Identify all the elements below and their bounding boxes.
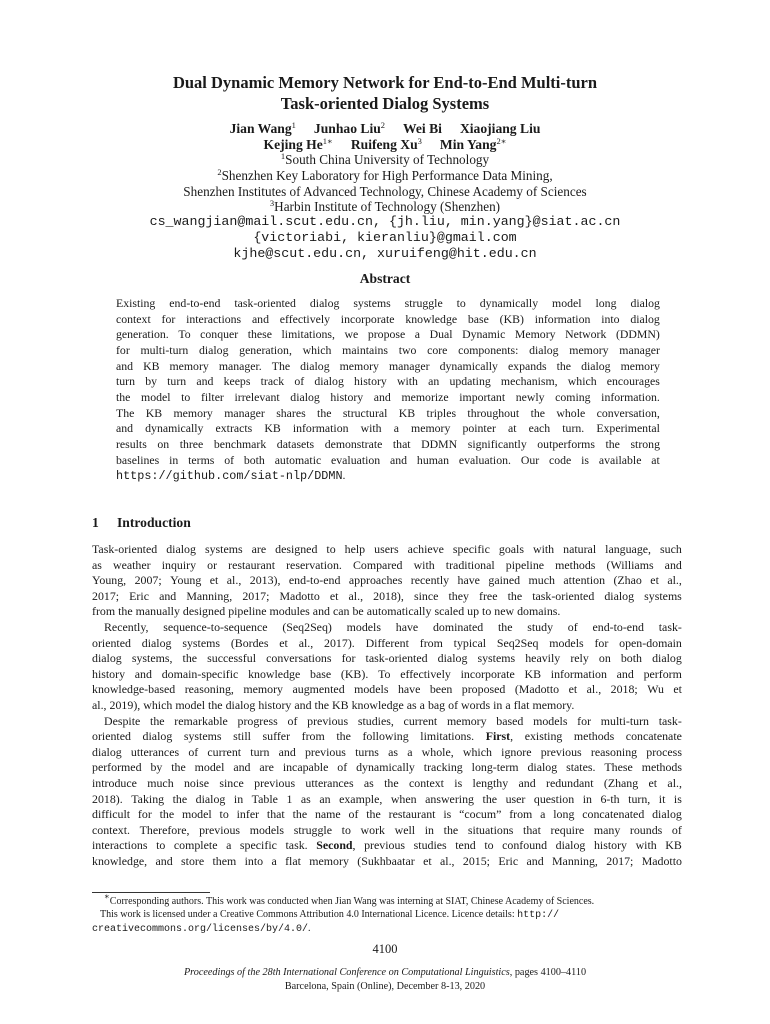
author-affiliation-mark: 1∗ — [322, 136, 333, 146]
proceedings-line-1: Proceedings of the 28th International Conference on Computational Linguistics, pages 4100–4110 — [183, 967, 587, 978]
intro-line: knowledge-based reasoning, memory augmented models have been proposed (Madotto et al., 2018; Wu et — [92, 682, 682, 697]
affiliation-mark: 2 — [217, 166, 222, 177]
licence-url-part-1[interactable]: http:// — [517, 910, 560, 921]
intro-line: as weather inquiry or restaurant reservation. Compared with traditional pipeline methods (Williams and — [92, 557, 682, 572]
introduction-body — [92, 542, 682, 869]
abstract-heading: Abstract — [359, 271, 411, 286]
abstract-body — [116, 296, 660, 485]
author-line-1 — [60, 121, 710, 137]
paper-title — [60, 72, 710, 114]
author-affiliation-mark: 3 — [417, 136, 422, 146]
footnote — [92, 891, 682, 936]
intro-line: difficult for the model to infer that the name of the restaurant is “cocum” from a long concatenated dialog — [92, 807, 682, 822]
abstract-line: baselines in terms of both automatic evaluation and human evaluation. Our code is available at — [116, 452, 660, 467]
author-name: Ruifeng Xu$^3$ — [350, 136, 422, 152]
intro-line: from the manually designed pipeline modules and can be automatically scaled up to new domains. — [92, 604, 561, 619]
affiliation-line: $^3$Harbin Institute of Technology (Shenzhen) — [269, 198, 501, 215]
affiliations — [40, 152, 730, 215]
intro-line: al., 2019), which model the dialog history and the KB knowledge as a bag of words in a flat memory. — [92, 697, 575, 712]
intro-line: introduce much noise since previous utterances as the context is lengthy and redundant (Zhang et al., — [92, 775, 682, 790]
abstract-line: and dynamically extracts KB information with a memory pointer at each turn. Experimental — [116, 421, 660, 436]
intro-line: Recently, sequence-to-sequence (Seq2Seq) models have dominated the study of end-to-end task- — [104, 619, 682, 634]
author-affiliation-mark: 2 — [380, 120, 386, 130]
intro-line: dialog utterances of current turn and previous turns as a whole, which ignore previous reasoning process — [92, 744, 682, 759]
affiliation-line: Shenzhen Institutes of Advanced Technology, Chinese Academy of Sciences — [183, 183, 587, 199]
proceedings-footer — [0, 966, 770, 994]
email-line-2: {victoriabi, kieranliu}@gmail.com — [253, 229, 517, 245]
intro-line: history and domain-specific knowledge base (KB). To effectively incorporate KB information and perform — [92, 666, 682, 681]
abstract-line: Existing end-to-end task-oriented dialog systems struggle to dynamically model long dialog — [116, 296, 660, 310]
affiliation-line: $^1$South China University of Technology — [280, 151, 490, 167]
author-name: Kejing $He^{1∗}$ — [263, 136, 333, 152]
abstract-line: the model to filter irrelevant dialog history and memorize important newly coming information. — [116, 389, 660, 404]
intro-line: knowledge, and store them into a flat memory (Sukhbaatar et al., 2015; Eric and Manning, 2017; Madotto — [92, 853, 682, 868]
author-affiliation-mark: 1 — [291, 120, 296, 130]
footnote-line-1: ∗Corresponding authors. This work was conducted when Jian Wang was interning at SIAT, Chinese Academy of Sciences. — [104, 891, 595, 907]
page-number: 4100 — [372, 942, 398, 956]
intro-line: 2017; Eric and Manning, 2017; Madotto et al., 2018), since they free the task-oriented dialog systems — [92, 588, 682, 603]
title-line-2: Task-oriented Dialog Systems — [280, 94, 490, 113]
abstract-line: https://github.com/siat-nlp/DDMN. — [116, 468, 346, 484]
intro-line: performed by the model and are incapable of dynamically tracking long-term dialog states. These methods — [92, 760, 682, 775]
section-title: Introduction — [117, 515, 191, 530]
intro-line: 2018). Taking the dialog in Table 1 as an example, when answering the user question in 6-th turn, it is — [92, 791, 682, 806]
intro-line: Task-oriented dialog systems are designed to help users achieve specific goals with natural language, such — [92, 542, 682, 556]
affiliation-mark: 1 — [280, 151, 286, 161]
code-repo-link[interactable]: https://github.com/siat-nlp/DDMN — [116, 469, 343, 484]
footnote-mark: ∗ — [104, 891, 110, 901]
proceedings-line-2: Barcelona, Spain (Online), December 8-13, 2020 — [284, 981, 486, 992]
author-name: Jian Wang$^1$ — [229, 120, 296, 136]
email-line-3: kjhe@scut.edu.cn, xuruifeng@hit.edu.cn — [233, 245, 537, 261]
intro-line: context. Therefore, previous models struggle to work well in the situations that require many rounds of — [92, 822, 682, 837]
email-line-1: cs_wangjian@mail.scut.edu.cn, {jh.liu, min.yang}@siat.ac.cn — [149, 214, 621, 229]
affiliation-line: $^2$Shenzhen Key Laboratory for High Performance Data Mining, — [217, 166, 553, 183]
abstract-line: generation. To conquer these limitations, we propose a Dual Dynamic Memory Network (DDMN) — [116, 327, 660, 342]
abstract-line: results on three benchmark datasets demonstrate that DDMN significantly outperforms the strong — [116, 436, 660, 451]
intro-line: oriented dialog systems still suffer from the following limitations. First, existing methods concatenate — [92, 729, 682, 744]
emphasis-term: Second — [316, 838, 353, 853]
abstract-line: turn by turn and keeps track of dialog history with an updating mechanism, which encourages — [116, 374, 660, 389]
abstract-line: The KB memory manager shares the structural KB triples throughout the whole conversation, — [116, 405, 660, 420]
author-name: Junhao Liu$^2$ — [313, 120, 386, 136]
intro-line: interactions to complete a specific task. Second, previous studies tend to confound dialog history with KB — [92, 838, 682, 853]
author-list — [60, 121, 710, 153]
intro-line: Despite the remarkable progress of previous studies, current memory based models for multi-turn task- — [104, 713, 682, 728]
abstract-line: for multi-turn dialog generation, which maintains two core components: dialog memory manager — [116, 342, 660, 357]
footnote-line-3: creativecommons.org/licenses/by/4.0/. — [92, 923, 311, 935]
section-number: 1 — [92, 515, 99, 530]
abstract-line: context for interactions and effectively incorporate knowledge base (KB) information into dialog — [116, 311, 660, 326]
intro-line: Young, 2007; Young et al., 2013), end-to-end approaches recently have gained much attention (Zhao et al., — [92, 573, 682, 588]
intro-line: dialog systems, the successful conversations for task-oriented dialog systems heavily rely on both dialog — [92, 651, 682, 666]
abstract-line: and KB memory manager. The dialog memory manager dynamically expands the dialog memory — [116, 358, 660, 373]
footnote-line-2: This work is licensed under a Creative Commons Attribution 4.0 International Licence. Licence details: http:// — [100, 909, 560, 921]
intro-line: oriented dialog systems (Bordes et al., 2017). Different from typical Seq2Seq models for open-domain — [92, 635, 682, 650]
author-name: Xiaojiang Liu — [459, 121, 541, 136]
licence-url-part-2[interactable]: creativecommons.org/licenses/by/4.0/ — [92, 924, 309, 935]
section-heading — [92, 515, 191, 531]
author-affiliation-mark: 2∗ — [496, 136, 507, 146]
title-line-1: Dual Dynamic Memory Network for End-to-End Multi-turn — [172, 73, 598, 92]
emphasis-term: First — [485, 729, 511, 744]
author-line-2 — [60, 137, 710, 153]
email-addresses — [40, 214, 730, 261]
affiliation-mark: 3 — [269, 198, 275, 209]
author-name: Min Yang$^{2∗}$ — [439, 136, 507, 152]
author-name: Wei Bi — [403, 121, 442, 136]
